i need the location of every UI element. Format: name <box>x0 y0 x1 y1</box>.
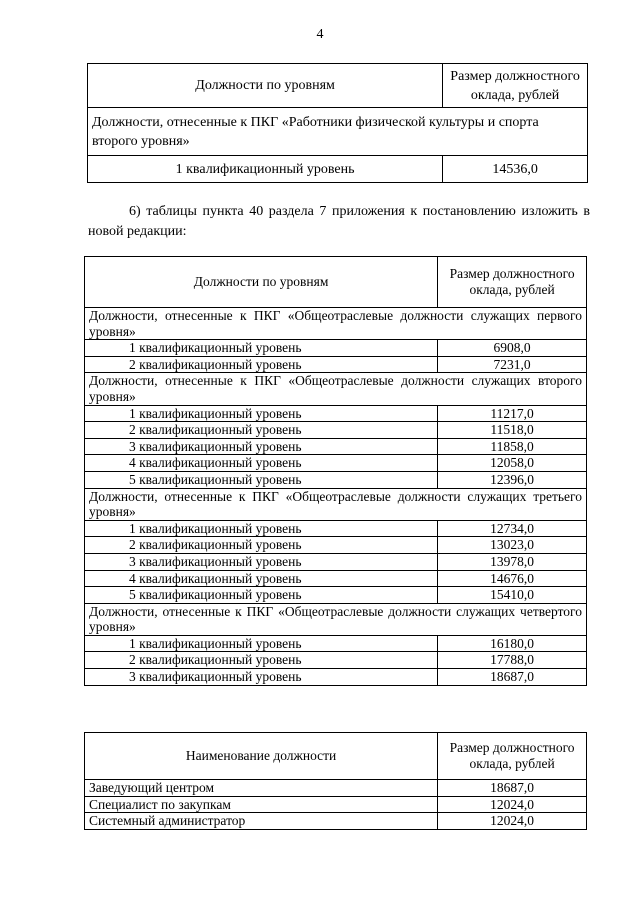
group-row <box>85 373 587 405</box>
salary-cell: 16180,0 <box>438 635 587 652</box>
salary-cell: 12396,0 <box>438 471 587 488</box>
salary-cell: 7231,0 <box>438 356 587 373</box>
table-row <box>85 422 587 439</box>
table-row <box>85 471 587 488</box>
table-row <box>85 796 587 813</box>
group-row <box>85 488 587 520</box>
instruction-paragraph: 6) таблицы пункта 40 раздела 7 приложения к постановлению изложить в новой редакции: <box>88 204 590 239</box>
position-cell: Специалист по закупкам <box>85 796 438 813</box>
header-position: Наименование должности <box>85 733 438 780</box>
level-cell: 3 квалификационный уровень <box>85 553 438 570</box>
header-salary: Размер должностного оклада, рублей <box>443 64 588 108</box>
salary-cell: 14676,0 <box>438 570 587 587</box>
table-row <box>85 553 587 570</box>
table-row <box>85 405 587 422</box>
salary-cell: 17788,0 <box>438 652 587 669</box>
table-header-row <box>88 64 588 108</box>
salary-cell: 13023,0 <box>438 537 587 554</box>
position-cell: Заведующий центром <box>85 780 438 797</box>
table-row <box>85 635 587 652</box>
level-cell: 2 квалификационный уровень <box>85 537 438 554</box>
level-cell: 2 квалификационный уровень <box>85 356 438 373</box>
level-cell: 1 квалификационный уровень <box>85 340 438 357</box>
level-cell: 1 квалификационный уровень <box>85 520 438 537</box>
table-row <box>85 356 587 373</box>
level-cell: 5 квалификационный уровень <box>85 471 438 488</box>
table-row <box>85 438 587 455</box>
table-row <box>85 340 587 357</box>
group-row <box>85 308 587 340</box>
group-title: Должности, отнесенные к ПКГ «Общеотраслевые должности служащих второго уровня» <box>85 373 587 405</box>
salary-cell: 11518,0 <box>438 422 587 439</box>
salary-table-sports <box>87 63 588 183</box>
salary-cell: 14536,0 <box>443 156 588 183</box>
level-cell: 5 квалификационный уровень <box>85 587 438 604</box>
level-cell: 1 квалификационный уровень <box>88 156 443 183</box>
table-row <box>85 669 587 686</box>
level-cell: 1 квалификационный уровень <box>85 405 438 422</box>
level-cell: 4 квалификационный уровень <box>85 455 438 472</box>
header-position: Должности по уровням <box>85 257 438 308</box>
salary-cell: 12024,0 <box>438 796 587 813</box>
salary-cell: 11217,0 <box>438 405 587 422</box>
group-row <box>88 108 588 156</box>
table-row <box>85 587 587 604</box>
header-position: Должности по уровням <box>88 64 443 108</box>
level-cell: 3 квалификационный уровень <box>85 438 438 455</box>
level-cell: 2 квалификационный уровень <box>85 652 438 669</box>
salary-cell: 18687,0 <box>438 780 587 797</box>
salary-cell: 13978,0 <box>438 553 587 570</box>
salary-cell: 6908,0 <box>438 340 587 357</box>
level-cell: 1 квалификационный уровень <box>85 635 438 652</box>
header-salary: Размер должностного оклада, рублей <box>438 257 587 308</box>
table-row <box>85 455 587 472</box>
table-row <box>85 780 587 797</box>
table-row <box>85 537 587 554</box>
salary-cell: 12024,0 <box>438 813 587 830</box>
salary-cell: 11858,0 <box>438 438 587 455</box>
level-cell: 4 квалификационный уровень <box>85 570 438 587</box>
level-cell: 2 квалификационный уровень <box>85 422 438 439</box>
salary-cell: 15410,0 <box>438 587 587 604</box>
salary-cell: 12734,0 <box>438 520 587 537</box>
group-title: Должности, отнесенные к ПКГ «Общеотраслевые должности служащих четвертого уровня» <box>85 603 587 635</box>
table-header-row <box>85 733 587 780</box>
header-salary: Размер должностного оклада, рублей <box>438 733 587 780</box>
group-title: Должности, отнесенные к ПКГ «Общеотраслевые должности служащих первого уровня» <box>85 308 587 340</box>
salary-table-positions <box>84 732 587 830</box>
table-header-row <box>85 257 587 308</box>
salary-table-general <box>84 256 587 686</box>
table-row <box>88 156 588 183</box>
position-cell: Системный администратор <box>85 813 438 830</box>
table-row <box>85 570 587 587</box>
salary-cell: 18687,0 <box>438 669 587 686</box>
table-row <box>85 813 587 830</box>
group-title: Должности, отнесенные к ПКГ «Работники физической культуры и спорта второго уровня» <box>88 108 588 156</box>
group-title: Должности, отнесенные к ПКГ «Общеотраслевые должности служащих третьего уровня» <box>85 488 587 520</box>
table-row <box>85 652 587 669</box>
level-cell: 3 квалификационный уровень <box>85 669 438 686</box>
salary-cell: 12058,0 <box>438 455 587 472</box>
group-row <box>85 603 587 635</box>
page-number: 4 <box>316 27 324 42</box>
table-row <box>85 520 587 537</box>
